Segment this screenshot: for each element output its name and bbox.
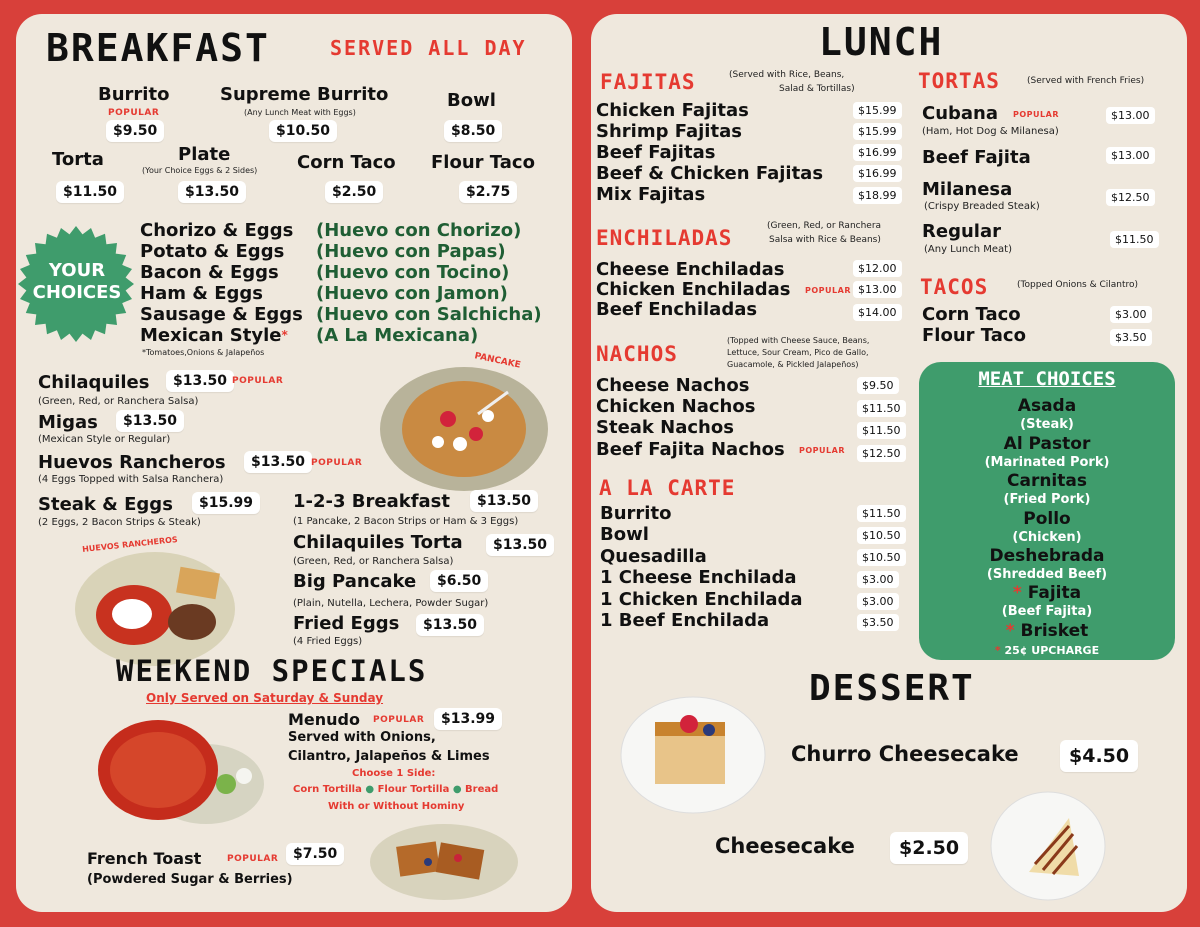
carte-item-6: 1 Beef Enchilada [600, 610, 770, 632]
menudo-choose: Choose 1 Side: [352, 768, 436, 779]
meat-fajita: Fajita [1027, 583, 1082, 603]
weekend-title: WEEKEND SPECIALS [116, 654, 428, 688]
side-corn-tortilla: Corn Tortilla [293, 784, 362, 795]
nachos-item-2: Chicken Nachos [596, 396, 756, 417]
nachos-price-3: $11.50 [857, 422, 906, 439]
burrito-popular: POPULAR [108, 108, 160, 118]
cheesecake-photo [989, 790, 1107, 902]
fajitas-item-1: Chicken Fajitas [596, 100, 749, 121]
torta-name: Torta [52, 149, 104, 170]
side-flour-tortilla: Flour Tortilla [377, 784, 450, 795]
breakfast-title: BREAKFAST [46, 26, 270, 70]
lunch-title: LUNCH [819, 20, 944, 64]
nachos-note1: (Topped with Cheese Sauce, Beans, [727, 336, 870, 345]
nachos-item-4-popular: POPULAR [799, 446, 845, 455]
tacos-price-2: $3.50 [1110, 329, 1152, 346]
choice-en-4: Ham & Eggs [140, 283, 263, 304]
carte-list [600, 503, 803, 631]
carte-title: A LA CARTE [599, 476, 736, 500]
huevos-rancheros-label: HUEVOS RANCHEROS [81, 535, 179, 554]
chilaquiles-torta-note: (Green, Red, or Ranchera Salsa) [293, 556, 454, 567]
meat-asada: Asada [1017, 396, 1077, 416]
tacos-note: (Topped Onions & Cilantro) [1017, 280, 1139, 290]
tortas-price-1: $13.00 [1106, 107, 1155, 124]
tortas-item-4-note: (Any Lunch Meat) [924, 244, 1012, 255]
fajitas-price-1: $15.99 [853, 102, 902, 119]
choice-es-3: (Huevo con Tocino) [316, 262, 510, 283]
carte-item-5: 1 Chicken Enchilada [600, 588, 803, 610]
enchiladas-item-1: Cheese Enchiladas [596, 259, 785, 280]
meat-fajita-star: * [1012, 583, 1022, 603]
fajitas-price-5: $18.99 [853, 187, 902, 204]
fajitas-note1: (Served with Rice, Beans, [729, 70, 845, 80]
chilaquiles-popular: POPULAR [232, 376, 284, 386]
choice-es-1: (Huevo con Chorizo) [316, 220, 522, 241]
plate-price: $13.50 [178, 181, 246, 203]
breakfast-123-price: $13.50 [470, 490, 538, 512]
nachos-note2: Lettuce, Sour Cream, Pico de Gallo, [727, 348, 869, 357]
carte-price-1: $11.50 [857, 505, 906, 522]
bullet-icon: ● [365, 784, 375, 795]
choice-en-6-text: Mexican Style [140, 325, 282, 346]
nachos-price-2: $11.50 [857, 400, 906, 417]
meat-fajita-desc: (Beef Fajita) [1001, 604, 1093, 619]
enchiladas-note1: (Green, Red, or Ranchera [767, 221, 882, 231]
fajitas-title: FAJITAS [600, 70, 696, 94]
tortas-item-2: Beef Fajita [922, 147, 1031, 168]
steak-eggs-name: Steak & Eggs [38, 494, 173, 515]
bowl-price: $8.50 [444, 120, 502, 142]
torta-price: $11.50 [56, 181, 124, 203]
burrito-price: $9.50 [106, 120, 164, 142]
churro-cheesecake-price: $4.50 [1060, 740, 1138, 772]
meat-carnitas: Carnitas [1007, 471, 1087, 491]
nachos-item-4: Beef Fajita Nachos [596, 439, 785, 460]
fajitas-item-3: Beef Fajitas [596, 142, 716, 163]
menudo-photo [96, 714, 266, 826]
meat-brisket: Brisket [1020, 621, 1089, 641]
choice-es-6: (A La Mexicana) [316, 325, 479, 346]
choice-es-2: (Huevo con Papas) [316, 241, 506, 262]
meat-al-pastor-desc: (Marinated Pork) [984, 455, 1110, 470]
breakfast-panel [16, 14, 572, 912]
supreme-burrito-note: (Any Lunch Meat with Eggs) [244, 108, 356, 117]
enchiladas-note2: Salsa with Rice & Beans) [769, 235, 881, 245]
cheesecake-price: $2.50 [890, 832, 968, 864]
meat-asada-desc: (Steak) [1020, 417, 1074, 432]
migas-price: $13.50 [116, 410, 184, 432]
choice-es-5: (Huevo con Salchicha) [316, 304, 542, 325]
nachos-title: NACHOS [596, 342, 678, 366]
churro-cheesecake-name: Churro Cheesecake [791, 742, 1019, 766]
fajitas-list [596, 100, 823, 205]
menudo-hominy: With or Without Hominy [328, 801, 465, 812]
menudo-price: $13.99 [434, 708, 502, 730]
fajitas-price-2: $15.99 [853, 123, 902, 140]
supreme-burrito-name: Supreme Burrito [220, 84, 389, 105]
served-all-day: SERVED ALL DAY [330, 36, 527, 60]
flour-taco-name: Flour Taco [431, 152, 535, 173]
nachos-price-1: $9.50 [857, 377, 899, 394]
tacos-title: TACOS [920, 275, 989, 299]
enchiladas-price-2: $13.00 [853, 281, 902, 298]
dessert-title: DESSERT [809, 668, 975, 709]
menudo-popular: POPULAR [373, 715, 425, 725]
fajitas-note2: Salad & Tortillas) [779, 84, 855, 94]
chilaquiles-name: Chilaquiles [38, 372, 150, 393]
carte-price-2: $10.50 [857, 527, 906, 544]
carte-item-2: Bowl [600, 524, 649, 546]
bowl-name: Bowl [447, 90, 496, 111]
enchiladas-price-1: $12.00 [853, 260, 902, 277]
french-toast-note: (Powdered Sugar & Berries) [87, 872, 293, 887]
tortas-price-3: $12.50 [1106, 189, 1155, 206]
choice-en-2: Potato & Eggs [140, 241, 285, 262]
chilaquiles-note: (Green, Red, or Ranchera Salsa) [38, 396, 199, 407]
corn-taco-price: $2.50 [325, 181, 383, 203]
meat-choices-box [919, 362, 1175, 660]
tortas-item-1-note: (Ham, Hot Dog & Milanesa) [922, 126, 1059, 137]
fried-eggs-name: Fried Eggs [293, 613, 400, 634]
fajitas-price-4: $16.99 [853, 165, 902, 182]
tortas-item-1-popular: POPULAR [1013, 110, 1059, 119]
plate-note: (Your Choice Eggs & 2 Sides) [142, 166, 258, 175]
french-toast-photo [368, 822, 520, 902]
upcharge-star: * [994, 644, 1001, 657]
steak-eggs-note: (2 Eggs, 2 Bacon Strips & Steak) [38, 517, 201, 528]
fried-eggs-price: $13.50 [416, 614, 484, 636]
tortas-note: (Served with French Fries) [1027, 76, 1145, 86]
carte-item-3: Quesadilla [600, 545, 707, 567]
choice-es-4: (Huevo con Jamon) [316, 283, 508, 304]
big-pancake-price: $6.50 [430, 570, 488, 592]
migas-name: Migas [38, 412, 98, 433]
nachos-item-3: Steak Nachos [596, 417, 734, 438]
huevos-rancheros-name: Huevos Rancheros [38, 452, 226, 473]
carte-price-4: $3.00 [857, 571, 899, 588]
asterisk: * [281, 328, 288, 342]
fajitas-item-5: Mix Fajitas [596, 184, 706, 205]
corn-taco-name: Corn Taco [297, 152, 396, 173]
enchiladas-item-2-popular: POPULAR [805, 286, 851, 295]
mexican-note: *Tomatoes,Onions & Jalapeños [142, 348, 265, 357]
tortas-item-4: Regular [922, 221, 1001, 242]
meat-deshebrada: Deshebrada [989, 546, 1105, 566]
lunch-panel [591, 14, 1187, 912]
carte-item-1: Burrito [600, 503, 672, 524]
menudo-line2: Cilantro, Jalapeños & Limes [288, 749, 490, 764]
fajitas-item-2: Shrimp Fajitas [596, 121, 742, 142]
carte-price-6: $3.50 [857, 614, 899, 631]
choices-list [140, 220, 303, 346]
pancake-label: PANCAKE [473, 351, 522, 371]
cheesecake-name: Cheesecake [715, 834, 855, 858]
meat-deshebrada-desc: (Shredded Beef) [986, 567, 1108, 582]
tacos-price-1: $3.00 [1110, 306, 1152, 323]
carte-item-4: 1 Cheese Enchilada [600, 567, 797, 589]
plate-name: Plate [178, 144, 231, 165]
chilaquiles-price: $13.50 [166, 370, 234, 392]
big-pancake-name: Big Pancake [293, 571, 417, 592]
migas-note: (Mexican Style or Regular) [38, 434, 171, 445]
french-toast-popular: POPULAR [227, 854, 279, 864]
steak-eggs-price: $15.99 [192, 492, 260, 514]
nachos-price-4: $12.50 [857, 445, 906, 462]
tortas-item-1: Cubana [922, 103, 999, 124]
menudo-sides [293, 784, 498, 795]
enchiladas-title: ENCHILADAS [596, 226, 733, 250]
enchiladas-price-3: $14.00 [853, 304, 902, 321]
french-toast-name: French Toast [87, 849, 202, 868]
weekend-subtitle: Only Served on Saturday & Sunday [146, 691, 384, 705]
pancake-photo [378, 364, 550, 494]
choice-en-1: Chorizo & Eggs [140, 220, 294, 241]
breakfast-123-note: (1 Pancake, 2 Bacon Strips or Ham & 3 Eggs) [293, 516, 519, 527]
choices-spanish-list [316, 220, 542, 346]
tortas-item-3-note: (Crispy Breaded Steak) [924, 201, 1040, 212]
tortas-item-3: Milanesa [922, 179, 1013, 200]
side-bread: Bread [465, 784, 499, 795]
supreme-burrito-price: $10.50 [269, 120, 337, 142]
churro-cheesecake-photo [619, 694, 767, 816]
fried-eggs-note: (4 Fried Eggs) [293, 636, 363, 647]
menudo-name: Menudo [288, 710, 360, 729]
upcharge-note: 25¢ UPCHARGE [1004, 644, 1100, 657]
chilaquiles-torta-price: $13.50 [486, 534, 554, 556]
choice-en-6 [140, 325, 303, 346]
enchiladas-item-3: Beef Enchiladas [596, 299, 758, 320]
flour-taco-price: $2.75 [459, 181, 517, 203]
nachos-note3: Guacamole, & Pickled Jalapeños) [727, 360, 859, 369]
carte-price-3: $10.50 [857, 549, 906, 566]
huevos-rancheros-popular: POPULAR [311, 458, 363, 468]
meat-carnitas-desc: (Fried Pork) [1003, 492, 1091, 507]
meat-choices-title: MEAT CHOICES [978, 368, 1116, 390]
meat-al-pastor: Al Pastor [1003, 434, 1091, 454]
choice-en-5: Sausage & Eggs [140, 304, 303, 325]
tacos-item-2: Flour Taco [922, 325, 1026, 346]
tacos-item-1: Corn Taco [922, 304, 1021, 325]
tortas-price-4: $11.50 [1110, 231, 1159, 248]
meat-brisket-star: * [1005, 621, 1015, 641]
french-toast-price: $7.50 [286, 843, 344, 865]
huevos-rancheros-note: (4 Eggs Topped with Salsa Ranchera) [38, 474, 224, 485]
huevos-rancheros-photo [74, 550, 236, 668]
bullet-icon: ● [452, 784, 462, 795]
tortas-price-2: $13.00 [1106, 147, 1155, 164]
chilaquiles-torta-name: Chilaquiles Torta [293, 532, 463, 553]
huevos-rancheros-price: $13.50 [244, 451, 312, 473]
enchiladas-item-2: Chicken Enchiladas [596, 279, 791, 300]
fajitas-price-3: $16.99 [853, 144, 902, 161]
meat-pollo: Pollo [1023, 509, 1071, 529]
carte-price-5: $3.00 [857, 593, 899, 610]
burrito-name: Burrito [98, 84, 170, 105]
big-pancake-note: (Plain, Nutella, Lechera, Powder Sugar) [293, 598, 489, 609]
tortas-title: TORTAS [918, 69, 1000, 93]
meat-pollo-desc: (Chicken) [1012, 530, 1082, 545]
your-choices-line1: YOUR [48, 260, 106, 281]
choice-en-3: Bacon & Eggs [140, 262, 279, 283]
menudo-line1: Served with Onions, [288, 730, 436, 745]
your-choices-line2: CHOICES [32, 282, 122, 303]
fajitas-item-4: Beef & Chicken Fajitas [596, 163, 824, 184]
nachos-item-1: Cheese Nachos [596, 375, 750, 396]
breakfast-123-name: 1-2-3 Breakfast [293, 491, 450, 512]
